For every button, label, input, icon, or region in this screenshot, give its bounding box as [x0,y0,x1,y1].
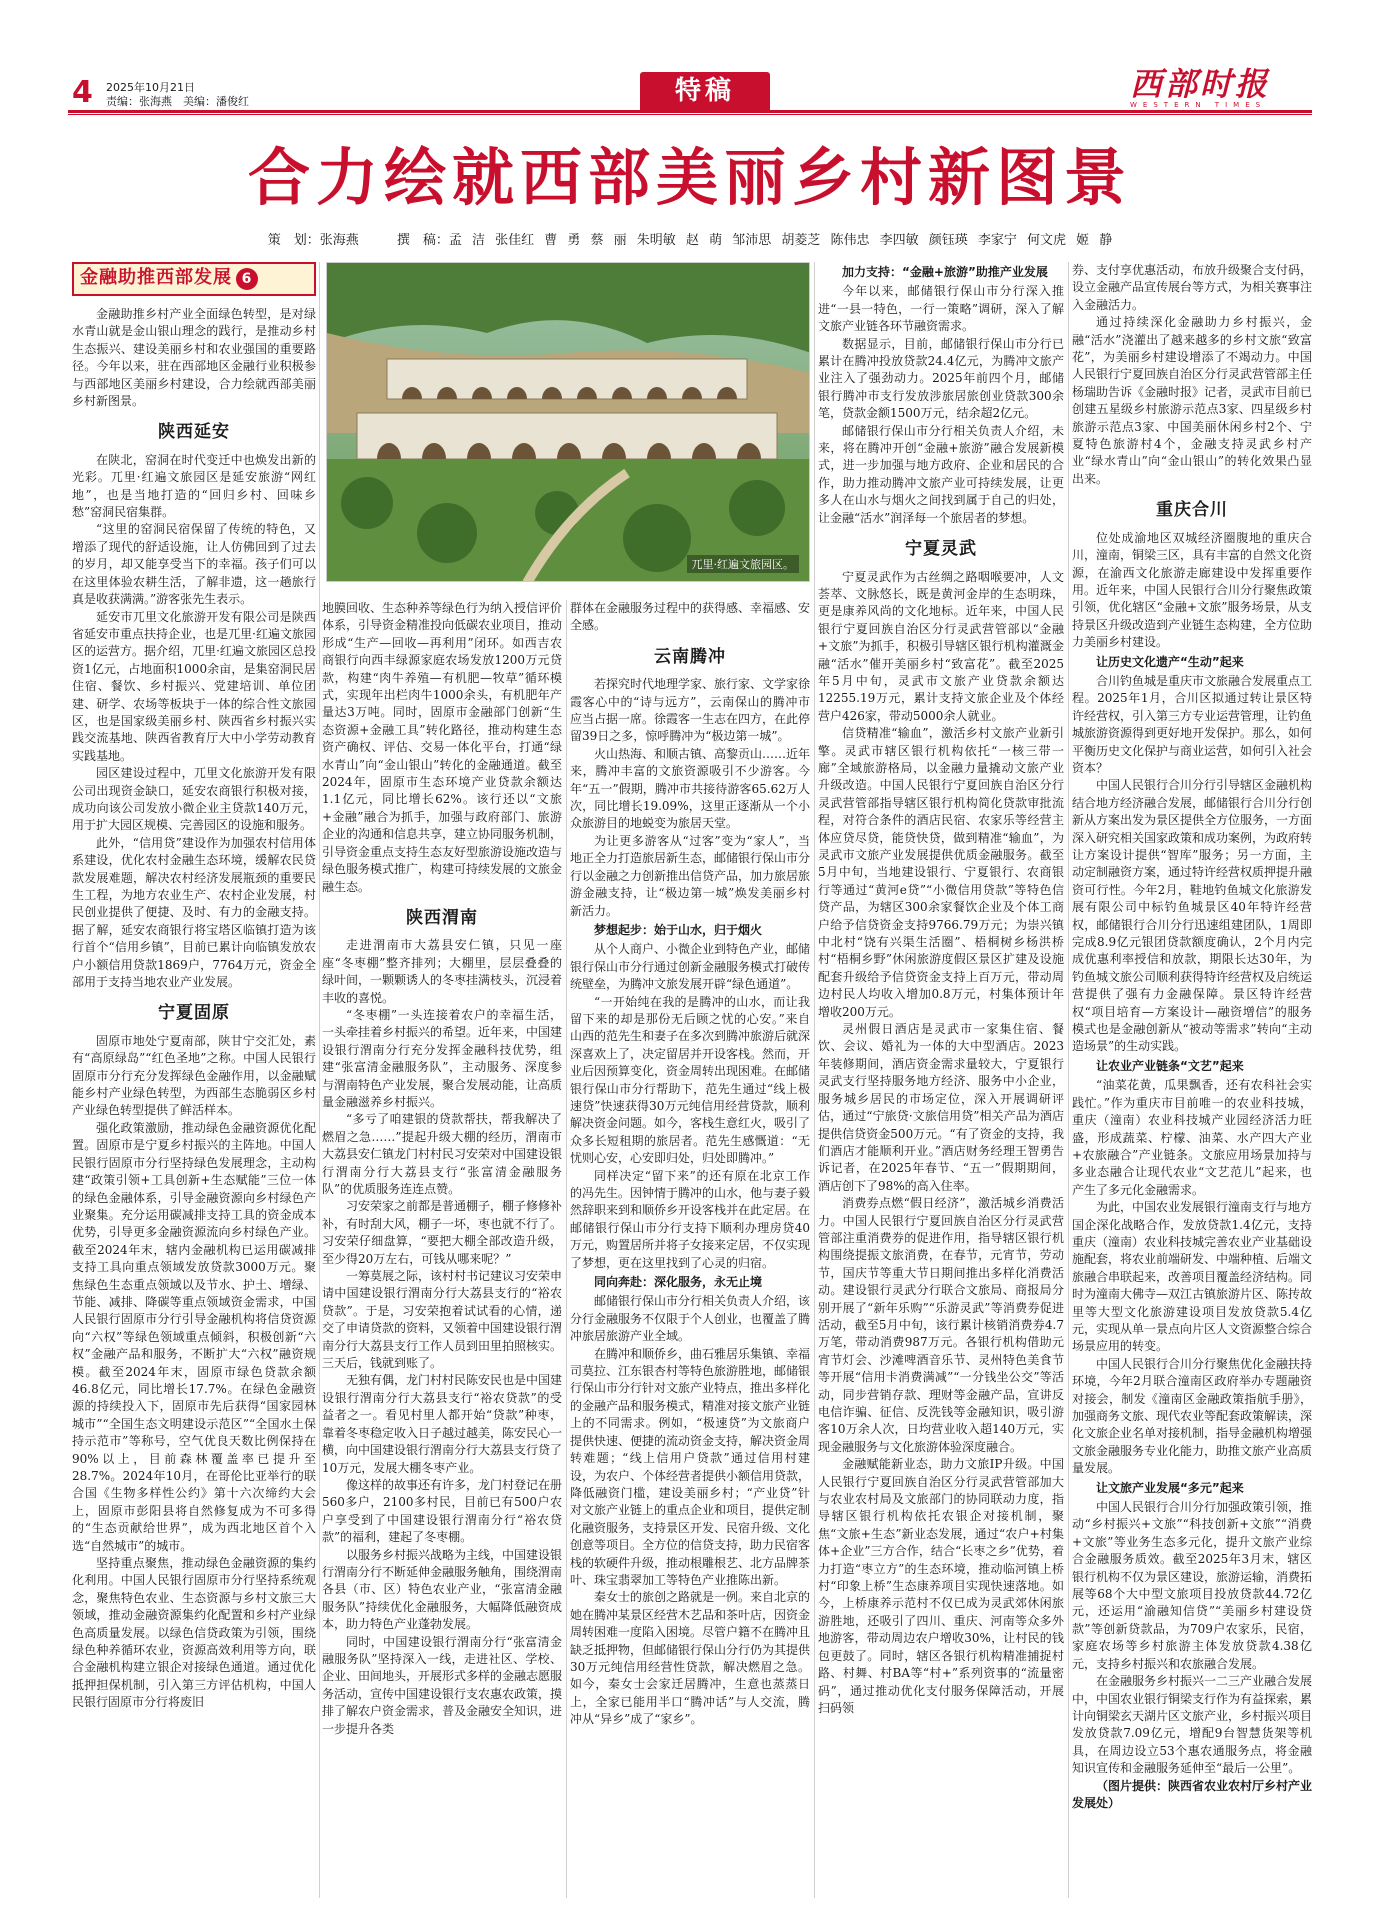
newspaper-logo [1130,65,1310,110]
paragraph: 无独有偶，龙门村村民陈安民也是中国建设银行渭南分行大荔县支行“裕农贷款”的受益者之一。看见村里人都开始“贷款”种枣，靠着冬枣稳定收入日子越过越美，陈安民心一横，向中国建设银行渭南分行大荔县支行贷了10万元，发展大棚冬枣产业。 [322,1373,562,1475]
subhead-yanan: 陕西延安 [158,422,230,443]
paragraph: 延安市兀里文化旅游开发有限公司是陕西省延安市重点扶持企业，也是兀里·红遍文旅园区的运营方。据介绍，兀里·红遍文旅园区总投资1亿元，占地面积1000余亩，是集窑洞民居住宿、餐饮、乡村振兴、党建培训、单位团建、研学、农场等板块于一体的综合性文旅园区，也是国家级美丽乡村、陕西省乡村振兴实践交流基地、陕西省教育厅大中小学劳动教育实践基地。 [72,609,316,763]
village-photo-illustration [327,263,810,582]
paragraph: 固原市地处宁夏南部，陕甘宁交汇处，素有“高原绿岛”“红色圣地”之称。中国人民银行固原市分行充分发挥绿色金融作用，以金融赋能乡村产业绿色转型，为西部生态脆弱区乡村产业绿色转型提供了鲜活样本。 [72,1033,316,1118]
writers-credit: 撰 稿：孟 洁 张佳红 曹 勇 蔡 丽 朱明敏 赵 萌 邹沛思 胡菱芝 陈伟忠 李四敏 颜钰瑛 李家宁 何文虎 姬 静 [396,233,1113,248]
paragraph: 券、支付享优惠活动，布放升级聚合支付码，设立金融产品宣传展台等方式，为相关赛事注入金融活力。 [1072,263,1312,312]
section-badge: 特稿 [640,72,770,110]
subhead-guyuan: 宁夏固原 [158,1003,230,1024]
paragraph: 为让更多游客从“过客”变为“家人”，当地正全力打造旅居新生态，邮储银行保山市分行以金融之力创新推出信贷产品，加力旅居旅游金融支持，让“极边第一城”焕发美丽乡村新活力。 [570,833,810,918]
paragraph: 火山热海、和顺古镇、高黎贡山……近年来，腾冲丰富的文旅资源吸引不少游客。今年“五一”假期，腾冲市共接待游客65.62万人次，同比增长19.09%，这里正逐渐从一个小众旅游目的地蜕变为旅居天堂。 [570,746,810,831]
paragraph: 坚持重点聚焦，推动绿色金融资源的集约化利用。中国人民银行固原市分行坚持系统观念，聚焦特色农业、生态资源与乡村文旅三大领域，推动金融资源集约化配置和乡村产业绿色高质量发展。以绿色信贷政策为引领，围绕绿色种养循环农业，资源高效利用等方向，联合金融机构建立银企对接绿色通道。通过优化抵押担保机制，引入第三方评估机构，中国人民银行固原市分行将废旧 [72,1556,316,1710]
page-number: 4 [72,75,93,110]
paragraph: 群体在金融服务过程中的获得感、幸福感、安全感。 [570,601,810,633]
subhead-weinan: 陕西渭南 [406,907,478,928]
paragraph: 秦女士的旅创之路就是一例。来自北京的她在腾冲某景区经营木艺品和茶叶店，因资金周转困难一度陷入困境。尽管户籍不在腾冲且缺乏抵押物，但邮储银行保山分行仍为其提供30万元纯信用经营性贷款，解决燃眉之急。如今，秦女士会家迁居腾冲，生意也蒸蒸日上，全家已能用半口“腾冲话”与人交流，腾冲从“异乡”成了“家乡”。 [570,1590,810,1727]
paragraph: “冬枣棚”一头连接着农户的幸福生活，一头牵挂着乡村振兴的希望。近年来，中国建设银行渭南分行充分发挥金融科技优势，组建“张富清金融服务队”，主动服务、深度参与渭南特色产业发展，聚合发展动能，让高质量金融滋养乡村振兴。 [322,1007,562,1109]
series-banner [72,262,316,296]
logo-sub: WESTERN TIMES [1130,101,1267,109]
paragraph: 宁夏灵武作为古丝绸之路咽喉要冲，人文荟萃、文脉悠长，既是黄河金岸的生态明珠，更是康养风尚的文化地标。近年来，中国人民银行宁夏回族自治区分行灵武营管部以“金融+文旅”为抓手，积极引导辖区银行机构灌溉金融“活水”催开美丽乡村“致富花”。截至2025年5月中旬，灵武市文旅产业贷款余额达12255.19万元，累计支持文旅企业及个体经营户426家，带动5000余人就业。 [818,569,1064,723]
paragraph: 园区建设过程中，兀里文化旅游开发有限公司出现资金缺口，延安农商银行积极对接，成功向该公司发放小微企业主贷款140万元，用于扩大园区规模、完善园区的设施和服务。 [72,766,316,833]
paragraph: 一筹莫展之际，该村村书记建议习安荣申请中国建设银行渭南分行大荔县支行的“裕农贷款”。于是，习安荣抱着试试看的心情，递交了申请贷款的资料，又领着中国建设银行渭南分行大荔县支行工作人员到田里拍照核实。三天后，钱就到账了。 [322,1269,562,1371]
date-editors [106,81,249,109]
column-rule [814,262,815,1898]
header-rule [68,110,1312,113]
paragraph: 通过持续深化金融助力乡村振兴，金融“活水”浇灌出了越来越多的乡村文旅“致富花”，为美丽乡村建设增添了不竭动力。中国人民银行宁夏回族自治区分行灵武营管部主任杨瑞助告诉《金融时报》记者，灵武市目前已创建五星级乡村旅游示范点3家、四星级乡村旅游示范点3家、中国美丽休闲乡村2个、宁夏特色旅游村4个，金融支持灵武乡村产业“绿水青山”向“金山银山”的转化效果凸显出来。 [1072,315,1312,486]
column-5 [1072,262,1312,1898]
paragraph: 中国人民银行合川分行聚焦优化金融扶持环境，今年2月联合潼南区政府举办专题融资对接会，制发《潼南区金融政策指航手册》，加强商务文旅、现代农业等配套政策解读，深化文旅企业名单对接机制，指导金融机构增强文旅金融服务专业化能力，助推文旅产业高质量发展。 [1072,1356,1312,1476]
issue-date: 2025年10月21日 [106,81,195,94]
headline: 合力绘就西部美丽乡村新图景 [247,141,1132,214]
paragraph: 合川钓鱼城是重庆市文旅融合发展重点工程。2025年1月，合川区拟通过转让景区特许经营权，引入第三方专业运营管理，让钓鱼城旅游资源得到更好地开发保护。那么，如何平衡历史文化保护与商业运营，如何引入社会资本？ [1072,673,1312,775]
series-label: 金融助推西部发展 [80,267,232,288]
paragraph: 若探究时代地理学家、旅行家、文学家徐霞客心中的“诗与远方”，云南保山的腾冲市应当占据一席。徐霞客一生志在四方，在此停留39日之多，惊呼腾冲为“极边第一城”。 [570,677,810,744]
column-rule [566,600,567,1898]
paragraph: 在金融服务乡村振兴一二三产业融合发展中，中国农业银行铜梁支行作为有益探索，累计向铜梁玄天湖片区文旅产业，乡村振兴项目发放贷款7.09亿元，增配9台智慧货架等机具，在周边设立53个惠农通服务点，将金融知识宣传和金融服务延伸至“最后一公里”。 [1072,1674,1312,1776]
subhead-lingwu: 宁夏灵武 [905,539,977,560]
paragraph: 今年以来，邮储银行保山市分行深入推进“一县一特色，一行一策略”调研，深入了解文旅产业链各环节融资需求。 [818,284,1064,334]
paragraph: 像这样的故事还有许多，龙门村登记在册560多户，2100多村民，目前已有500户农户享受到了中国建设银行渭南分行“裕农贷款”的福利，建起了冬枣棚。 [322,1477,562,1545]
column-1 [72,262,316,1898]
paragraph: 位处成渝地区双城经济圈腹地的重庆合川，潼南，铜梁三区，具有丰富的自然文化资源，在渝西文化旅游走廊建设中发挥重要作用。近年来，中国人民银行合川分行聚焦政策引领，优化辖区“金融+文旅”服务场景，从支持景区升级改造到产业链生态构建，全方位助力美丽乡村建设。 [1072,530,1312,650]
minor-subhead: 让历史文化遗产“生动”起来 [1096,654,1244,669]
photo-caption: 兀里·红遍文旅园区。 [687,555,800,573]
paragraph: 金融助推乡村产业全面绿色转型，是对绿水青山就是金山银山理念的践行，是推动乡村生态振兴、建设美丽乡村和农业强国的重要路径。今年以来，驻在西部地区金融行业积极参与西部地区美丽乡村建设，合力绘就西部美丽乡村新图景。 [72,307,316,409]
paragraph: 习安荣家之前都是普通棚子，棚子修修补补，有时刮大风，棚子一坏，枣也就不行了。习安荣仔细盘算，“要把大棚全部改造升级，至少得20万左右，可钱从哪来呢？” [322,1199,562,1266]
paragraph: 数据显示，目前，邮储银行保山市分行已累计在腾冲投放贷款24.4亿元，为腾冲文旅产业注入了强劲动力。2025年前四个月，邮储银行腾冲市支行发放涉旅居旅创业贷款300余笔，贷款金额1500万元，结余超2亿元。 [818,336,1064,421]
header-rule-thin [68,114,1312,115]
paragraph: 金融赋能新业态，助力文旅IP升级。中国人民银行宁夏回族自治区分行灵武营管部加大与农业农村局及文旅部门的协同联动力度，指导辖区银行机构依托农银企对接机制，聚焦“文旅+生态”新业态发展，通过“农户+村集体+企业”三方合作，结合“长枣之乡”优势，着力打造“枣立方”的生态环境，推动临河镇上桥村“印象上桥”生态康养项目实现快速落地。如今，上桥康养示范村不仅已成为灵武郊休闲旅游胜地，还吸引了四川、重庆、河南等众多外地游客，带动周边农户增收30%，让村民的钱包更鼓了。同时，辖区各银行机构精准捕捉村路、村舞、村BA等“村+”系列资事的“流量密码”，通过推动优化支付服务保障活动，开展扫码领 [818,1457,1064,1715]
page-header [0,0,1380,116]
minor-subhead: 让文旅产业发展“多元”起来 [1096,1480,1244,1495]
column-4 [818,262,1064,1898]
photo-source: （图片提供：陕西省农业农村厅乡村产业发展处） [1072,1778,1312,1810]
paragraph: 走进渭南市大荔县安仁镇，只见一座座“冬枣棚”整齐排列；大棚里，层层叠叠的绿叶间，一颗颗诱人的冬枣挂满枝头，沉浸着丰收的喜悦。 [322,938,562,1005]
editors: 责编：张海燕 美编：潘俊红 [106,95,249,108]
subhead-tengchong: 云南腾冲 [654,646,726,667]
column-3 [570,600,810,1898]
paragraph: 灵州假日酒店是灵武市一家集住宿、餐饮、会议、婚礼为一体的大中型酒店。2023年装修期间，酒店资金需求量较大，宁夏银行灵武支行坚持服务地方经济、服务中小企业，服务城乡居民的市场定位，深入开展调研评估，通过“宁旅贷·文旅信用贷”相关产品为酒店提供信贷资金500万元。“有了资金的支持，我们酒店才能顺利开业。”酒店财务经理王智勇告诉记者，在2025年春节、“五一”假期期间，酒店创下了98%的高入住率。 [818,1022,1064,1193]
paragraph: 地膜回收、生态种养等绿色行为纳入授信评价体系，引导资金精准投向低碳农业项目，推动形成“生产—回收—再利用”闭环。如西吉农商银行向西丰绿源家庭农场发放1200万元贷款，构建“肉牛养殖—有机肥—牧草”循环模式，实现年出栏肉牛1000余头，有机肥年产量达3万吨。同时，固原市金融部门创新“生态资源+金融工具”转化路径，推动构建生态资产确权、评估、交易一体化平台，打通“绿水青山”向“金山银山”转化的金融通道。截至2024年，固原市生态环境产业贷款余额达1.1亿元，同比增长62%。该行还以“文旅+金融”融合为抓手，加强与政府部门、旅游企业的沟通和信息共享，建立协同服务机制，引导资金重点支持生态友好型旅游设施改造与绿色服务模式推广，构建可持续发展的文旅金融生态。 [322,601,562,894]
minor-subhead: 让农业产业链条“文艺”起来 [1096,1058,1244,1073]
paragraph: 同时，中国建设银行渭南分行“张富清金融服务队”坚持深入一线，走进社区、学校、企业、田间地头，开展形式多样的金融志愿服务活动，宣传中国建设银行支农惠农政策，摸排了解农户资金需求，普及金融安全知识，进一步提升各类 [322,1634,562,1736]
paragraph: “多亏了咱建银的贷款帮扶，帮我解决了燃眉之急……”提起升级大棚的经历，渭南市大荔县安仁镇龙门村村民习安荣对中国建设银行渭南分行大荔县支行“张富清金融服务队”的优质服务连连点赞。 [322,1112,562,1196]
subhead-hechuan: 重庆合川 [1156,500,1228,521]
paragraph: 中国人民银行合川分行引导辖区金融机构结合地方经济融合发展，邮储银行合川分行创新从方案出发为景区提供全方位服务，一方面深入研究相关国家政策和成功案例，为政府转让方案设计提供“智库”服务；另一方面，主动定制融资方案，通过特许经营权质押提升融资可行性。今年2月，鞋地钓鱼城文化旅游发展有限公司中标钓鱼城景区40年特许经营权，邮储银行合川分行迅速组建团队，1周即完成8.9亿元银团贷款额度确认，2个月内完成优惠利率授信和放款，期限长达30年，为钓鱼城文旅公司顺利获得特许经营权及启统运营提供了强有力金融保障。景区特许经营权“项目培育—方案设计—融资增信”的服务模式也是金融创新从“被动等需求”转向“主动造场景”的生动实践。 [1072,778,1312,1054]
minor-subhead: 同向奔赴：深化服务，永无止境 [594,1275,763,1290]
paragraph: 在陕北，窑洞在时代变迁中也焕发出新的光彩。兀里·红遍文旅园区是延安旅游“网红地”，也是当地打造的“回归乡村、回味乡愁”窑洞民宿集群。 [72,452,316,520]
paragraph: 同样决定“留下来”的还有原在北京工作的冯先生。因钟情于腾冲的山水，他与妻子毅然辞职来到和顺侨乡开设客栈并在此定居。在邮储银行保山市分行支持下顺利办理房贷40万元，购置居所并将子女接来定居，不仅实现了梦想，更在这里找到了心灵的归宿。 [570,1168,810,1270]
planner-credit: 策 划：张海燕 [267,233,359,248]
logo-text: 西部时报 [1130,65,1271,103]
paragraph: 邮储银行保山市分行相关负责人介绍，该分行金融服务不仅限于个人创业，也覆盖了腾冲旅居旅游产业全域。 [570,1294,810,1344]
paragraph: 中国人民银行合川分行加强政策引领，推动“乡村振兴+文旅”“科技创新+文旅”“消费+文旅”等业务生态多元化，提升文旅产业综合金融服务质效。截至2025年3月末，辖区银行机构不仅为景区建设，旅游运输，消费拓展等68个大中型文旅项目投放贷款44.72亿元，还运用“渝融知信贷”“美丽乡村建设贷款”等创新贷款品，为709户农家乐，民宿，家庭农场等乡村旅游主体发放贷款4.38亿元，支持乡村振兴和农旅融合发展。 [1072,1500,1312,1671]
paragraph: “一开始纯在我的是腾冲的山水，而让我留下来的却是那份无后顾之忧的心安。”来自山西的范先生和妻子在多次到腾冲旅游后就深深喜欢上了，决定留居并开设客栈。然而，开业后因预算变化，资金周转出现困难。在邮储银行保山市分行帮助下，范先生通过“线上极速贷”快速获得30万元纯信用经营贷款，顺利解决资金问题。如今，客栈生意红火，吸引了众多长短租期的旅居者。范先生感慨道：“无忧则心安，心安即归处，归处即腾冲。” [570,994,810,1166]
column-rule [1068,262,1069,1898]
article-photo [326,262,810,582]
paragraph: “这里的窑洞民宿保留了传统的特色，又增添了现代的舒适设施，让人仿佛回到了过去的岁月，却又能享受当下的幸福。孩子们可以在这里体验农耕生活，了解非遗，这一趟旅行真是收获满满。”游客张先生表示。 [72,522,316,607]
credits [0,232,1380,250]
paragraph: 消费券点燃“假日经济”，激活城乡消费活力。中国人民银行宁夏回族自治区分行灵武营管部注重消费券的促进作用，指导辖区银行机构围绕提振文旅消费，在春节，元宵节，劳动节，国庆节等重大节日期间推出多样化消费活动。建设银行灵武分行联合文旅局、商报局分别开展了“新年乐购”“乐游灵武”等消费券促进活动，截至5月中旬，该行累计核销消费券4.7万笔，带动消费987万元。各银行机构借助元宵节灯会、沙滩啤酒音乐节、灵州特色美食节等开展“信用卡消费满减”“一分钱坐公交”等活动，同步营销存款、理财等金融产品，宣讲反电信诈骗、征信、反洗钱等金融知识，吸引游客10万余人次，日均营业收入超140万元，实现金融服务与文化旅游体验深度融合。 [818,1196,1064,1454]
paragraph: “油菜花黄，瓜果飘香，还有农科社会实践忙。”作为重庆市目前唯一的农业科技城，重庆（潼南）农业科技城产业园经济活力旺盛，形成蔬菜、柠檬、油菜、水产四大产业+农旅融合”产业链条。文旅应用场景加持与多业态融合让现代农业“文艺范儿”起来，也产生了多元化金融需求。 [1072,1078,1312,1197]
series-number: 6 [236,268,258,290]
paragraph: 此外，“信用贷”建设作为加强农村信用体系建设，优化农村金融生态环境，缓解农民贷款发展难题，解决农村经济发展瓶颈的重要民生工程，为地方农业生产、农村企业发展，村民创业提供了便捷、及时、有力的金融支持。据了解，延安农商银行将宝塔区临镇打造为该行首个“信用乡镇”，目前已累计向临镇发放农户小额信用贷款1869户，7764万元，资金全部用于支持当地农业产业发展。 [72,835,316,990]
paragraph: 强化政策激励，推动绿色金融资源优化配置。固原市是宁夏乡村振兴的主阵地。中国人民银行固原市分行坚持绿色发展理念，主动构建“政策引领+工具创新+生态赋能”三位一体的绿色金融体系，引导金融资源向乡村绿色产业聚集。充分运用碳减排支持工具的资金成本优势，引导更多金融资源流向乡村绿色产业。截至2024年末，辖内金融机构已运用碳减排支持工具向重点领域发放贷款3000万元。聚焦绿色生态重点领域以及节水、护土、增绿、节能、减排、降碳等重点领域资金需求，中国人民银行固原市分行引导金融机构将信贷资源向“六权”等绿色领域重点倾斜，积极创新“六权”金融产品和服务，不断扩大“六权”融资规模。截至2024年末，固原市绿色贷款余额46.8亿元，同比增长17.7%。在绿色金融资源的持续投入下，固原市先后获得“国家园林城市”“全国生态文明建设示范区”“全国水土保持示范市”等称号，空气优良天数比例保持在90%以上，目前森林覆盖率已提升至28.7%。2024年10月，在哥伦比亚举行的联合国《生物多样性公约》第十六次缔约大会上，固原市彭阳县将自然修复成为不可多得的“生态贡献给世界”，成为西北地区首个入选“自然城市”的城市。 [72,1120,316,1553]
minor-subhead: 加力支持：“金融+旅游”助推产业发展 [842,265,1048,279]
paragraph: 以服务乡村振兴战略为主线，中国建设银行渭南分行不断延伸金融服务触角，围绕渭南各县（市、区）特色农业产业，“张富清金融服务队”持续优化金融服务，大幅降低融资成本，助力特色产业蓬勃发展。 [322,1547,562,1632]
minor-subhead: 梦想起步：始于山水，归于烟火 [594,922,763,937]
column-2 [322,600,562,1898]
paragraph: 为此，中国农业发展银行潼南支行与地方国企深化战略合作，发放贷款1.4亿元，支持重庆（潼南）农业科技城完善农业产业基础设施配套，将农业前端研发、中端种植、后端文旅融合串联起来，改善项目覆盖经济结构。同时为潼南大佛寺—双江古镇旅游片区、陈抟故里等大型文化旅游建设项目发放贷款5.4亿元，实现从单一景点向片区人文资源整合综合场景应用的转变。 [1072,1200,1312,1354]
paragraph: 邮储银行保山市分行相关负责人介绍，未来，将在腾冲开创“金融+旅游”融合发展新模式，进一步加强与地方政府、企业和居民的合作，助力推动腾冲文旅产业可持续发展，让更多人在山水与烟火之间找到属于自己的归处，让金融“活水”润泽每一个旅居者的梦想。 [818,423,1064,525]
column-rule [319,262,320,1898]
paragraph: 在腾冲和顺侨乡，曲石雅居乐集镇、幸福司莫拉、江东银杏村等特色旅游胜地，邮储银行保山市分行针对文旅产业特点，推出多样化的金融产品和服务模式，精准对接文旅产业链上的不同需求。例如，“极速贷”为文旅商户提供快速、便捷的流动资金支持，解决资金周转难题；“线上信用户贷款”通过信用村建设，为农户、个体经营者提供小额信用贷款，降低融资门槛，建设美丽乡村；“产业贷”针对文旅产业链上的重点企业和项目，提供定制化融资服务，支持景区开发、民宿升级、文化创意等项目。全方位的信贷支持，助力民宿客栈的软硬件升级，推动根雕根艺、北方品牌茶叶、珠宝翡翠加工等特色产业推陈出新。 [570,1346,810,1587]
paragraph: 信贷精准“输血”，激活乡村文旅产业新引擎。灵武市辖区银行机构依托“一核三带一廊”全域旅游格局，以金融力量撬动文旅产业升级改造。中国人民银行宁夏回族自治区分行灵武营管部指导辖区银行机构简化贷款审批流程，对符合条件的酒店民宿、农家乐等经营主体应贷尽贷，能贷快贷，做到精准“输血”，为灵武市文旅产业发展提供优质金融服务。截至5月中旬，当地建设银行、宁夏银行、农商银行等通过“黄河e贷”“小微信用贷款”等特色信贷产品，为辖区300余家餐饮企业及个体工商户给予信贷资金支持9766.79万元；为崇兴镇中北村“饶有兴渠生活圈”、梧桐树乡杨洪桥村“梧桐乡野”休闲旅游度假区景区扩建及设施配套升级给予信贷资金支持上百万元，带动周边村民人均收入增加0.8万元，村集体预计年增收200万元。 [818,726,1064,1019]
paragraph: 从个人商户、小微企业到特色产业，邮储银行保山市分行通过创新金融服务模式打破传统壁垒，为腾冲文旅发展开辟“绿色通道”。 [570,942,810,992]
